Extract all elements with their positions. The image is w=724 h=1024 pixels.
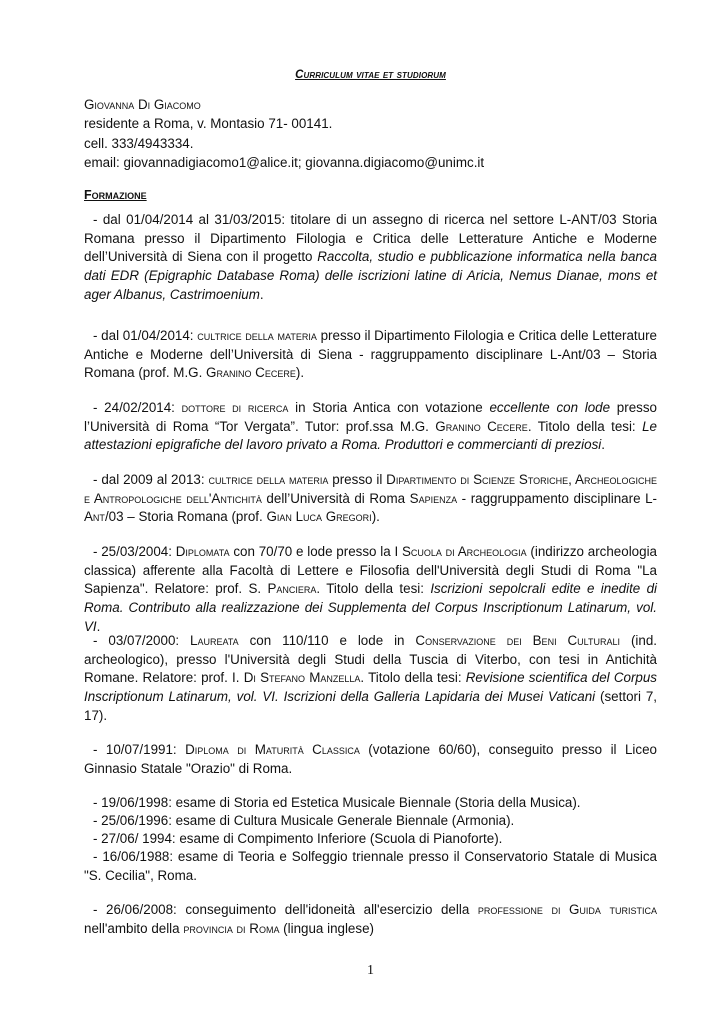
thesis-title: Revisione scientifica del Corpus Inscriptionum Latinarum, vol. VI. Iscrizioni della Galleria Lapidaria dei Musei Vaticani: [84, 670, 657, 705]
entry-date: - 03/07/2000:: [93, 633, 180, 648]
entry-role: Laureata: [179, 633, 239, 648]
entry-text: (lingua inglese): [279, 920, 374, 936]
entry-date: - dal 01/04/2014 al 31/03/2015:: [93, 212, 286, 227]
entry-phd: [84, 399, 657, 455]
professor-name: Di Stefano Manzella: [243, 670, 361, 686]
professor-name: Granino Cecere: [435, 418, 528, 434]
entry-text: con 110/110 e lode in: [238, 633, 416, 648]
entry-text: titolare di un assegno di ricerca nel settore L-ANT/03 Storia Romana presso il Dipartimento Filologia e Critica delle Letterature Antiche e Moderne dell’Università di Siena con il progetto: [84, 212, 658, 265]
entry-role: Diploma di Maturità Classica: [176, 742, 360, 757]
entry-text: dell’Università di Roma: [261, 490, 410, 506]
entry-date: - 25/03/2004:: [93, 544, 172, 559]
grade: eccellente con lode: [489, 400, 611, 415]
entry-maturita: [84, 741, 657, 778]
thesis-title: Le attestazioni epigrafiche del lavoro privato a Roma. Produttori e commercianti di preziosi: [84, 418, 657, 453]
entry-date: - 24/02/2014:: [93, 400, 175, 415]
entry-date: - dal 2009 al 2013:: [93, 472, 205, 487]
province-name: provincia di Roma: [183, 920, 280, 936]
entry-text: nell'ambito della: [84, 920, 184, 936]
entry-text: - raggruppamento disciplinare L-: [457, 490, 657, 506]
sector-code: Ant: [84, 509, 105, 525]
project-title: Raccolta, studio e pubblicazione informatica nella banca dati EDR (Epigraphic Database Roma) delle iscrizioni latine di Aricia, Nemus Dianae, mons et ager Albanus, Castrimoenium: [84, 249, 657, 302]
entry-role: dottore di ricerca: [174, 400, 289, 415]
profession-name: professione di Guida turistica: [477, 902, 658, 917]
entry-text: con 70/70 e lode presso la I: [229, 544, 402, 559]
entry-date: - dal 01/04/2014:: [93, 328, 194, 343]
entry-role: cultrice della materia: [193, 328, 317, 343]
phone: cell. 333/4943334.: [84, 135, 194, 151]
entry-text: presso l’Università di Roma “Tor Vergata”. Tutor: prof.ssa M.G.: [84, 400, 657, 434]
entry-text: conseguimento dell'idoneità all'esercizio della: [176, 902, 478, 917]
school-name: Scuola di Archeologia: [401, 544, 527, 559]
entry-research-grant: [84, 211, 657, 305]
entry-text: . Titolo della tesi:: [527, 418, 643, 434]
music-exam: - 19/06/1998: esame di Storia ed Estetica Musicale Biennale (Storia della Musica).: [93, 795, 581, 810]
entry-text: . Titolo della tesi:: [360, 670, 466, 686]
entry-text: (indirizzo archeologia classica) afferente alla Facoltà di Lettere e Filosofia dell'Università degli Studi di Roma "La Sapienza". Relatore: prof. S.: [84, 544, 657, 597]
contact-block: [84, 96, 484, 174]
entry-text: (votazione 60/60), conseguito presso il Liceo Ginnasio Statale "Orazio" di Roma.: [84, 742, 657, 776]
entry-date: - 26/06/2008:: [93, 902, 177, 917]
entry-text: presso il: [328, 472, 387, 487]
university-name: Sapienza: [409, 490, 458, 506]
entry-specialization: [84, 543, 657, 637]
music-exam: - 25/06/1996: esame di Cultura Musicale Generale Biennale (Armonia).: [93, 813, 515, 828]
entry-text: . Titolo della tesi:: [316, 581, 431, 597]
entry-text: (settori 7, 17).: [84, 689, 657, 723]
music-exam: - 27/06/ 1994: esame di Compimento Inferiore (Scuola di Pianoforte).: [93, 831, 503, 846]
entry-role: Diplomata: [171, 544, 230, 559]
professor-name: Granino Cecere: [206, 365, 296, 381]
degree-name: Conservazione dei Beni Culturali: [415, 633, 621, 648]
entry-date: - 10/07/1991:: [93, 742, 177, 757]
person-name: Giovanna Di Giacomo: [84, 97, 201, 112]
department-name: Dipartimento di Scienze Storiche, Archeologiche e Antropologiche dell'Antichità: [84, 472, 657, 506]
entry-tourist-guide: [84, 901, 657, 938]
entry-cultrice-sapienza: [84, 471, 657, 527]
thesis-title: Iscrizioni sepolcrali edite e inedite di Roma. Contributo alla realizzazione dei Supplementa del Corpus Inscriptionum Latinarum, vol. VI: [84, 581, 657, 634]
entry-cultrice-siena: [84, 327, 657, 383]
entry-text: .: [601, 437, 606, 453]
music-exam: - 16/06/1988: esame di Teoria e Solfeggio triennale presso il Conservatorio Statale di Musica "S. Cecilia", Roma.: [84, 849, 657, 883]
entry-text: in Storia Antica con votazione: [288, 400, 490, 415]
entry-text: /03 – Storia Romana (prof.: [104, 509, 267, 525]
section-heading: Formazione: [84, 188, 147, 202]
document-title: Curriculum vitae et studiorum: [295, 69, 446, 81]
entry-text: .: [96, 618, 101, 634]
email: email: giovannadigiacomo1@alice.it; giovanna.digiacomo@unimc.it: [84, 155, 485, 171]
page-number: 1: [367, 963, 374, 978]
entry-text: presso il Dipartimento Filologia e Critica delle Letterature Antiche e Moderne dell’Università di Siena - raggruppamento disciplinare L-Ant/03 – Storia Romana (prof. M.G.: [84, 328, 658, 381]
address: residente a Roma, v. Montasio 71- 00141.: [84, 116, 333, 132]
entry-role: cultrice della materia: [204, 472, 329, 487]
entry-text: ).: [295, 365, 305, 381]
professor-name: Panciera: [267, 581, 317, 597]
entry-text: ).: [371, 509, 380, 525]
entry-text: (ind. archeologico), presso l'Università degli Studi della Tuscia di Viterbo, con tesi in Antichità Romane. Relatore: prof. I.: [84, 633, 657, 686]
professor-name: Gian Luca Gregori: [266, 509, 372, 525]
entry-text: .: [259, 286, 264, 302]
entry-laurea: [84, 632, 657, 726]
